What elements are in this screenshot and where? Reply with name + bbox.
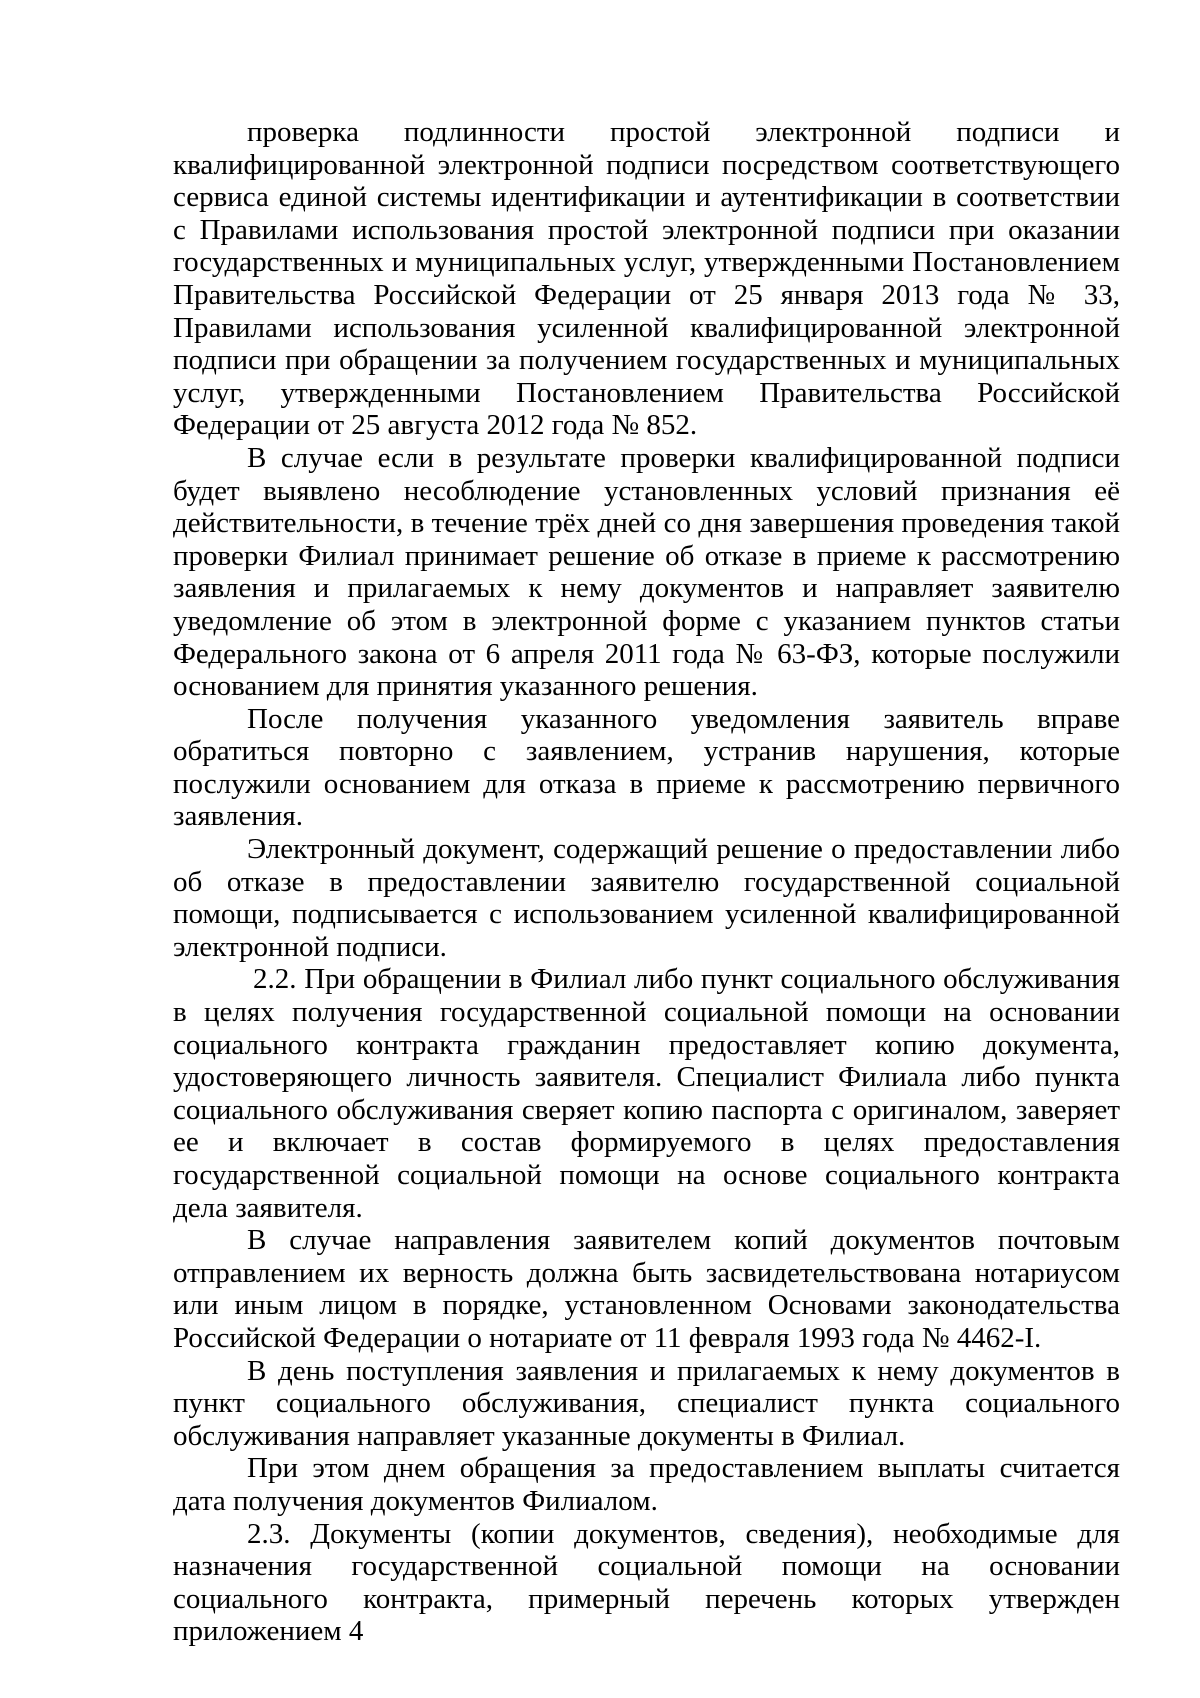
paragraph-repeat-application: После получения указанного уведомления заявитель вправе обратиться повторно с заявлением, устранив нарушения, которые послужили основанием для отказа в приеме к рассмотрению первичного заявления. (173, 702, 1120, 833)
document-body (173, 116, 1120, 1648)
paragraph-service-point-forwarding: В день поступления заявления и прилагаемых к нему документов в пункт социального обслуживания, специалист пункта социального обслуживания направляет указанные документы в Филиал. (173, 1354, 1120, 1452)
paragraph-postal-copies: В случае направления заявителем копий документов почтовым отправлением их верность должна быть засвидетельствована нотариусом или иным лицом в порядке, установленном Основами законодательства Российской Федерации о нотариате от 11 февраля 1993 года № 4462-I. (173, 1224, 1120, 1354)
paragraph-qualified-signature-refusal: В случае если в результате проверки квалифицированной подписи будет выявлено несоблюдение установленных условий признания её действительности, в течение трёх дней со дня завершения проведения такой проверки Филиал принимает решение об отказе в приеме к рассмотрению заявления и прилагаемых к нему документов и направляет заявителю уведомление об этом в электронной форме с указанием пунктов статьи Федерального закона от 6 апреля 2011 года № 63-ФЗ, которые послужили основанием для принятия указанного решения. (173, 441, 1120, 703)
paragraph-signature-verification: проверка подлинности простой электронной подписи и квалифицированной электронной подписи посредством соответствующего сервиса единой системы идентификации и аутентификации в соответствии с Правилами использования простой электронной подписи при оказании государственных и муниципальных услуг, утвержденными Постановлением Правительства Российской Федерации от 25 января 2013 года № 33, Правилами использования усиленной квалифицированной электронной подписи при обращении за получением государственных и муниципальных услуг, утвержденными Постановлением Правительства Российской Федерации от 25 августа 2012 года № 852. (173, 116, 1120, 442)
paragraph-section-2-3: 2.3. Документы (копии документов, сведения), необходимые для назначения государственной социальной помощи на основании социального контракта, примерный перечень которых утвержден приложением 4 (173, 1517, 1120, 1648)
paragraph-application-date: При этом днем обращения за предоставлением выплаты считается дата получения документов Филиалом. (173, 1452, 1120, 1517)
paragraph-section-2-2: 2.2. При обращении в Филиал либо пункт социального обслуживания в целях получения государственной социальной помощи на основании социального контракта гражданин предоставляет копию документа, удостоверяющего личность заявителя. Специалист Филиала либо пункта социального обслуживания сверяет копию паспорта с оригиналом, заверяет ее и включает в состав формируемого в целях предоставления государственной социальной помощи на основе социального контракта дела заявителя. (173, 963, 1120, 1224)
paragraph-electronic-decision: Электронный документ, содержащий решение о предоставлении либо об отказе в предоставлении заявителю государственной социальной помощи, подписывается с использованием усиленной квалифицированной электронной подписи. (173, 833, 1120, 963)
